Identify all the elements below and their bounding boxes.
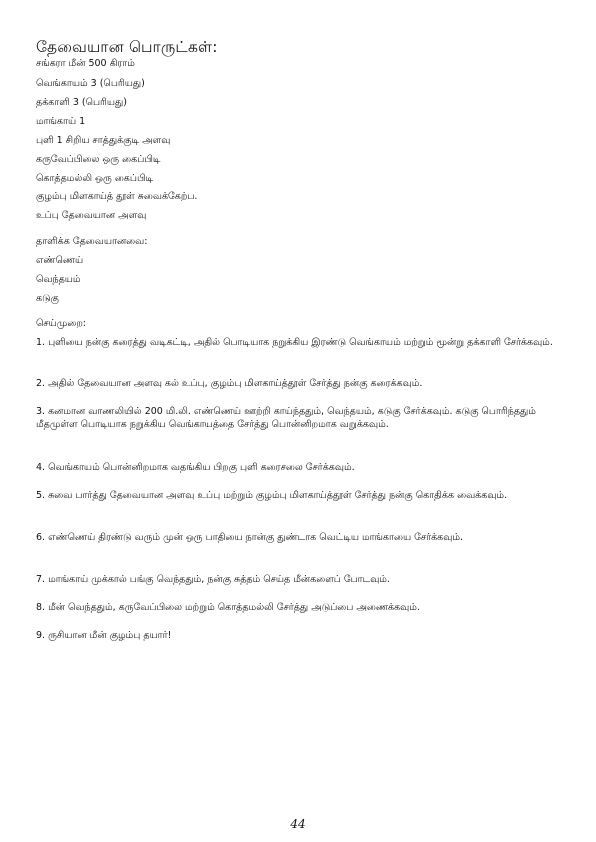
ingredient-item: கருவேப்பிலை ஒரு கைப்பிடி [36, 154, 161, 165]
method-step-2: 2. அதில் தேவையான அளவு கல் உப்பு, குழம்பு மிளகாய்த்தூள் சேர்த்து நன்கு கரைக்கவும். [36, 378, 423, 389]
method-heading: செய்முறை: [36, 318, 87, 329]
method-step-8: 8. மீன் வெந்ததும், கருவேப்பிலை மற்றும் கொத்தமல்லி சேர்த்து அடுப்பை அணைக்கவும். [36, 602, 420, 613]
method-step-1: 1. புளியை நன்கு கரைத்து வடிகட்டி, அதில் பொடியாக நறுக்கிய இரண்டு வெங்காயம் மற்றும் மூன்று தக்காளி சேர்க்கவும். [36, 337, 553, 348]
ingredient-item: குழம்பு மிளகாய்த் தூள் சுவைக்கேற்ப. [36, 191, 198, 202]
ingredient-item: வெங்காயம் 3 (பெரியது) [36, 78, 145, 89]
page-number: 44 [290, 817, 306, 831]
ingredient-item: தக்காளி 3 (பெரியது) [36, 97, 127, 108]
ingredient-item: மாங்காய் 1 [36, 116, 86, 127]
tempering-item: வெந்தயம் [36, 274, 81, 285]
ingredient-item: சங்கரா மீன் 500 கிராம் [36, 58, 135, 69]
ingredient-item: புளி 1 சிறிய சாத்துக்குடி அளவு [36, 135, 171, 146]
ingredient-item: உப்பு தேவையான அளவு [36, 210, 147, 221]
method-step-9: 9. ருசியான மீன் குழம்பு தயார்! [36, 630, 172, 641]
ingredient-item: கொத்தமல்லி ஒரு கைப்பிடி [36, 173, 154, 184]
method-step-6: 6. எண்ணெய் திரண்டு வரும் முன் ஒரு பாதியை நான்கு துண்டாக வெட்டிய மாங்காயை சேர்க்கவும். [36, 532, 464, 543]
tempering-heading: தாளிக்க தேவையானவை: [36, 236, 148, 247]
method-step-3: 3. கனமான வாணலியில் 200 மி.லி. எண்ணெய் ஊற்றி காய்ந்ததும், வெந்தயம், கடுகு சேர்க்கவும். கடுகு பொரிந்ததும் மீதமுள்ள பொடியாக நறுக்கிய வெங்காயத்தை சேர்த்து பொன்னிறமாக வறுக்கவும். [36, 406, 536, 430]
ingredients-title: தேவையான பொருட்கள்: [36, 38, 218, 56]
method-step-4: 4. வெங்காயம் பொன்னிறமாக வதங்கிய பிறகு புளி கரைசலை சேர்க்கவும். [36, 462, 355, 473]
method-step-5: 5. சுவை பார்த்து தேவையான அளவு உப்பு மற்றும் குழம்பு மிளகாய்த்தூள் சேர்த்து நன்கு கொதிக்க வைக்கவும். [36, 490, 508, 501]
tempering-item: எண்ணெய் [36, 255, 84, 266]
method-step-7: 7. மாங்காய் முக்கால் பங்கு வெந்ததும், நன்கு சுத்தம் செய்த மீன்களைப் போடவும். [36, 574, 390, 585]
tempering-item: கடுகு [36, 293, 59, 304]
